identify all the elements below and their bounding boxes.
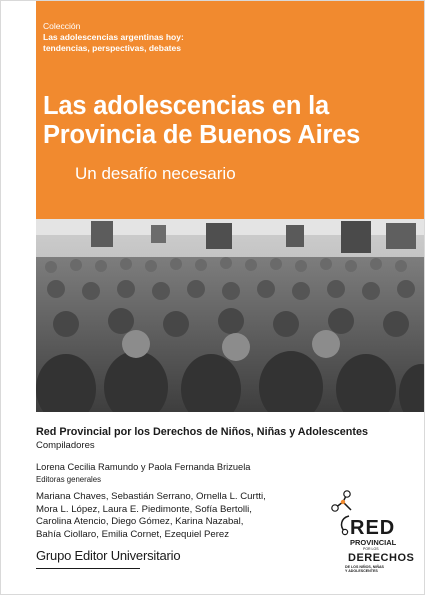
logo-subtext-line-1: DE LOS NIÑOS, NIÑAS [345,565,384,569]
publisher-name: Grupo Editor Universitario [36,548,181,563]
authors-line: Bahía Ciollaro, Emilia Cornet, Ezequiel Perez [36,528,230,540]
book-title-line-1: Las adolescencias en la [43,92,329,120]
logo-derechos-text: DERECHOS [348,552,415,564]
book-title [43,92,413,150]
collection-name-line-2: tendencias, perspectivas, debates [43,42,181,53]
publisher-underline [36,568,140,569]
authors-line: Mariana Chaves, Sebastián Serrano, Ornella L. Curtti, [36,491,266,502]
authors-list [36,491,336,541]
authors-line: Carolina Atencio, Diego Gómez, Karina Nazabal, [36,516,244,528]
collection-label: Colección [43,21,81,31]
logo-subtext-line-2: Y ADOLESCENTES [345,569,378,574]
audience-photo-image [36,219,425,412]
authors-line: Mora L. López, Laura E. Piedimonte, Sofía Bertolli, [36,503,252,515]
cover-photo [36,219,425,412]
logo-por-los-text: POR LOS [363,547,379,551]
collection-name-line-1: Las adolescencias argentinas hoy: [43,32,184,42]
compilers-name: Red Provincial por los Derechos de Niños, Niñas y Adolescentes [36,426,369,438]
editors-role: Editoras generales [36,475,102,484]
compilers-role: Compiladores [36,440,95,451]
collection-name [43,32,323,53]
book-title-line-2: Provincia de Buenos Aires [43,121,361,149]
editors-names: Lorena Cecilia Ramundo y Paola Fernanda Brizuela [36,462,251,472]
logo-red-text: RED [350,517,396,539]
logo-subtext [345,565,415,574]
book-subtitle: Un desafío necesario [75,164,236,183]
logo-provincial-text: PROVINCIAL [350,538,397,547]
